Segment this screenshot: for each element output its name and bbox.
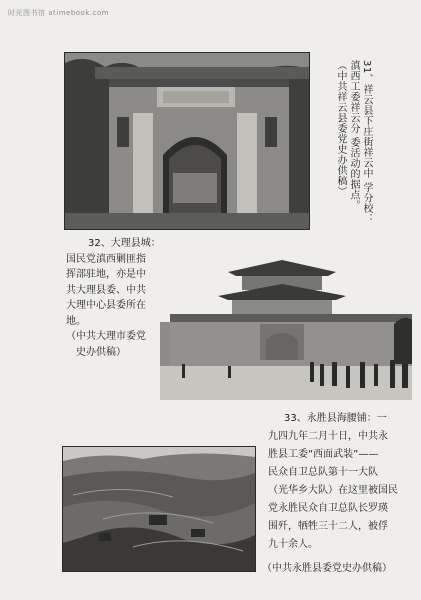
caption-32 (66, 236, 170, 360)
caption-31 (334, 60, 373, 230)
watermark: 时光图书馆 atimebook.com (8, 9, 110, 17)
caption-32-credit2: 史办供稿） (76, 346, 126, 358)
caption-31-line1: 31、祥云县下庄街祥云中 (361, 60, 372, 179)
caption-32-line5: 大理中心县委所在 (66, 300, 146, 311)
school-gate-image (65, 53, 309, 229)
caption-32-line6: 地。 (66, 315, 86, 327)
hillside-image (63, 447, 255, 571)
caption-32-line1: 32、大理县城： (88, 238, 161, 249)
caption-31-credit: （中共祥云县委党史办供稿） (335, 60, 346, 197)
dali-gate-image (160, 254, 412, 400)
photo-haiyao-hillside (62, 446, 256, 572)
caption-32-line4: 共大理县委、中共 (66, 284, 146, 296)
caption-32-credit1: （中共大理市委党 (66, 331, 146, 342)
caption-32-line3: 挥部驻地，亦是中 (66, 269, 146, 280)
caption-31-line2: 学分校：滇西工委祥云分 (348, 60, 372, 225)
photo-school-gate (64, 52, 310, 230)
caption-33 (262, 410, 412, 578)
caption-33-credit: （中共永胜县委党史办供稿） (262, 563, 392, 574)
caption-33-line8: 九十余人。 (268, 539, 318, 550)
caption-31-line3: 委活动的据点。 (348, 137, 359, 211)
caption-32-line2: 国民党滇西剿匪指 (66, 253, 146, 265)
caption-33-line3: 胜县工委“西面武装”—— (268, 449, 379, 460)
caption-33-line4: 民众自卫总队第十一大队 (268, 467, 378, 478)
caption-33-line5: （光华乡大队）在这里被国民 (268, 485, 398, 496)
caption-33-line1: 33、永胜县海腰铺：一 (284, 413, 387, 424)
caption-33-line2: 九四九年二月十日，中共永 (268, 431, 388, 442)
photo-dali-city-gate (160, 254, 412, 400)
caption-33-line6: 党永胜民众自卫总队长罗瑛 (268, 503, 388, 514)
caption-33-line7: 围歼，牺牲三十二人，被俘 (268, 521, 388, 532)
